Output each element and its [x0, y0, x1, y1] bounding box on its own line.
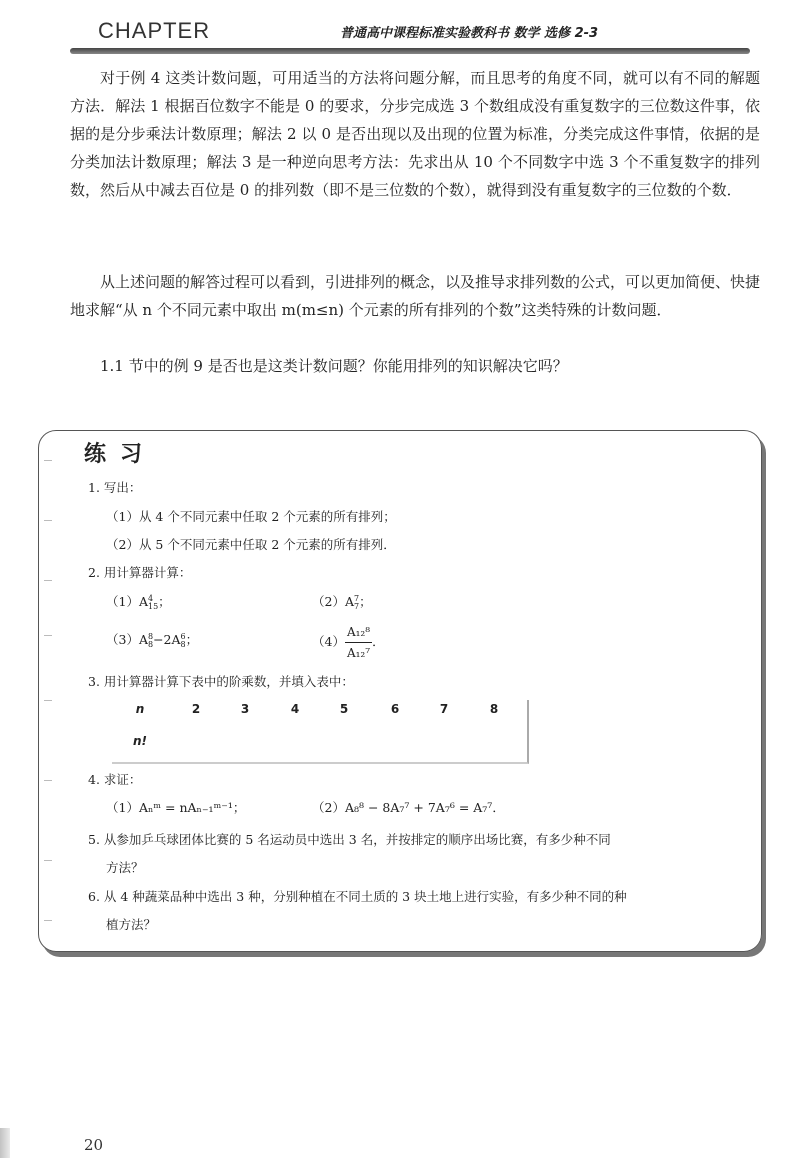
fraction: $\frac{\text{A₁₂⁸}}{\text{A₁₂⁷}}$ [345, 622, 372, 663]
question-5-line-2: 方法？ [106, 860, 144, 875]
question-4: 4. 求证： [88, 772, 142, 787]
paragraph-permutation-concept: 从上述问题的解答过程可以看到，引进排列的概念，以及推导求排列数的公式，可以更加简便、快捷地求解“从 n 个不同元素中取出 m(m≤n) 个元素的所有排列的个数”这类特殊的计数问题． [70, 273, 761, 319]
table-cell: 7 [439, 702, 449, 716]
question-2-part-2: （2）A 7 7 ； [312, 593, 372, 611]
table-row-factorial [112, 734, 527, 758]
question-2-part-4: （4） $\frac{\text{A₁₂⁸}}{\text{A₁₂⁷}}$ ． [312, 622, 385, 663]
book-title: 普通高中课程标准实验教科书 数学 选修 2-3 [340, 26, 599, 41]
side-tick-marks [44, 460, 54, 930]
table-cell: 2 [191, 702, 201, 716]
question-1-part-1: （1）从 4 个不同元素中任取 2 个元素的所有排列； [106, 509, 396, 524]
header-rule [70, 48, 750, 54]
question-5-line-1: 5. 从参加乒乓球团体比赛的 5 名运动员中选出 3 名，并按排定的顺序出场比赛，有多少种不同 [88, 832, 611, 847]
question-4-part-2: （2）A₈⁸ − 8A₇⁷ + 7A₇⁶ = A₇⁷． [312, 800, 505, 815]
table-label-n: n [135, 702, 145, 716]
question-6-line-1: 6. 从 4 种蔬菜品种中选出 3 种，分别种植在不同土质的 3 块土地上进行实验，有多少种不同的种 [88, 889, 627, 904]
exercise-title: 练习 [84, 442, 157, 467]
question-1-part-2: （2）从 5 个不同元素中任取 2 个元素的所有排列． [106, 537, 396, 552]
table-cell: 6 [390, 702, 400, 716]
factorial-table [112, 700, 529, 764]
question-2-part-1: （1）A 4 15 ； [106, 593, 171, 611]
page-number: 20 [84, 1136, 104, 1154]
table-cell: 8 [489, 702, 499, 716]
question-2-part-3: （3）A 8 8 −2A 6 8 ； [106, 631, 199, 649]
question-6-line-2: 植方法？ [106, 917, 157, 932]
chapter-label: CHAPTER [98, 18, 211, 43]
paragraph-solution-methods: 对于例 4 这类计数问题，可用适当的方法将问题分解，而且思考的角度不同，就可以有不同的解题方法．解法 1 根据百位数字不能是 0 的要求，分步完成选 3 个数组成没有重复数字的三位数这件事，依据的是分步乘法计数原理；解法 2 以 0 是否出现以及出现的位置为标准，分类完成这件事情，依据的是分类加法计数原理；解法 3 是一种逆向思考方法：先求出从 10 个不同数字中选 3 个不重复数字的排列数，然后从中减去百位是 0 的排列数（即不是三位数的个数），就得到没有重复数字的三位数的个数． [70, 69, 760, 199]
table-cell: 3 [240, 702, 250, 716]
question-3: 3. 用计算器计算下表中的阶乘数，并填入表中： [88, 674, 354, 689]
paragraph-question: 1.1 节中的例 9 是否也是这类计数问题？你能用排列的知识解决它吗？ [100, 357, 568, 375]
margin-scan-mark [0, 1128, 10, 1158]
table-label-factorial: n! [132, 734, 147, 748]
question-2: 2. 用计算器计算： [88, 565, 192, 580]
page-header [0, 0, 800, 70]
table-row-n [112, 702, 527, 726]
table-cell: 4 [290, 702, 300, 716]
table-cell: 5 [339, 702, 349, 716]
question-4-part-1: （1）Aₙᵐ = nAₙ₋₁ᵐ⁻¹； [106, 800, 246, 815]
question-1: 1. 写出： [88, 480, 142, 495]
